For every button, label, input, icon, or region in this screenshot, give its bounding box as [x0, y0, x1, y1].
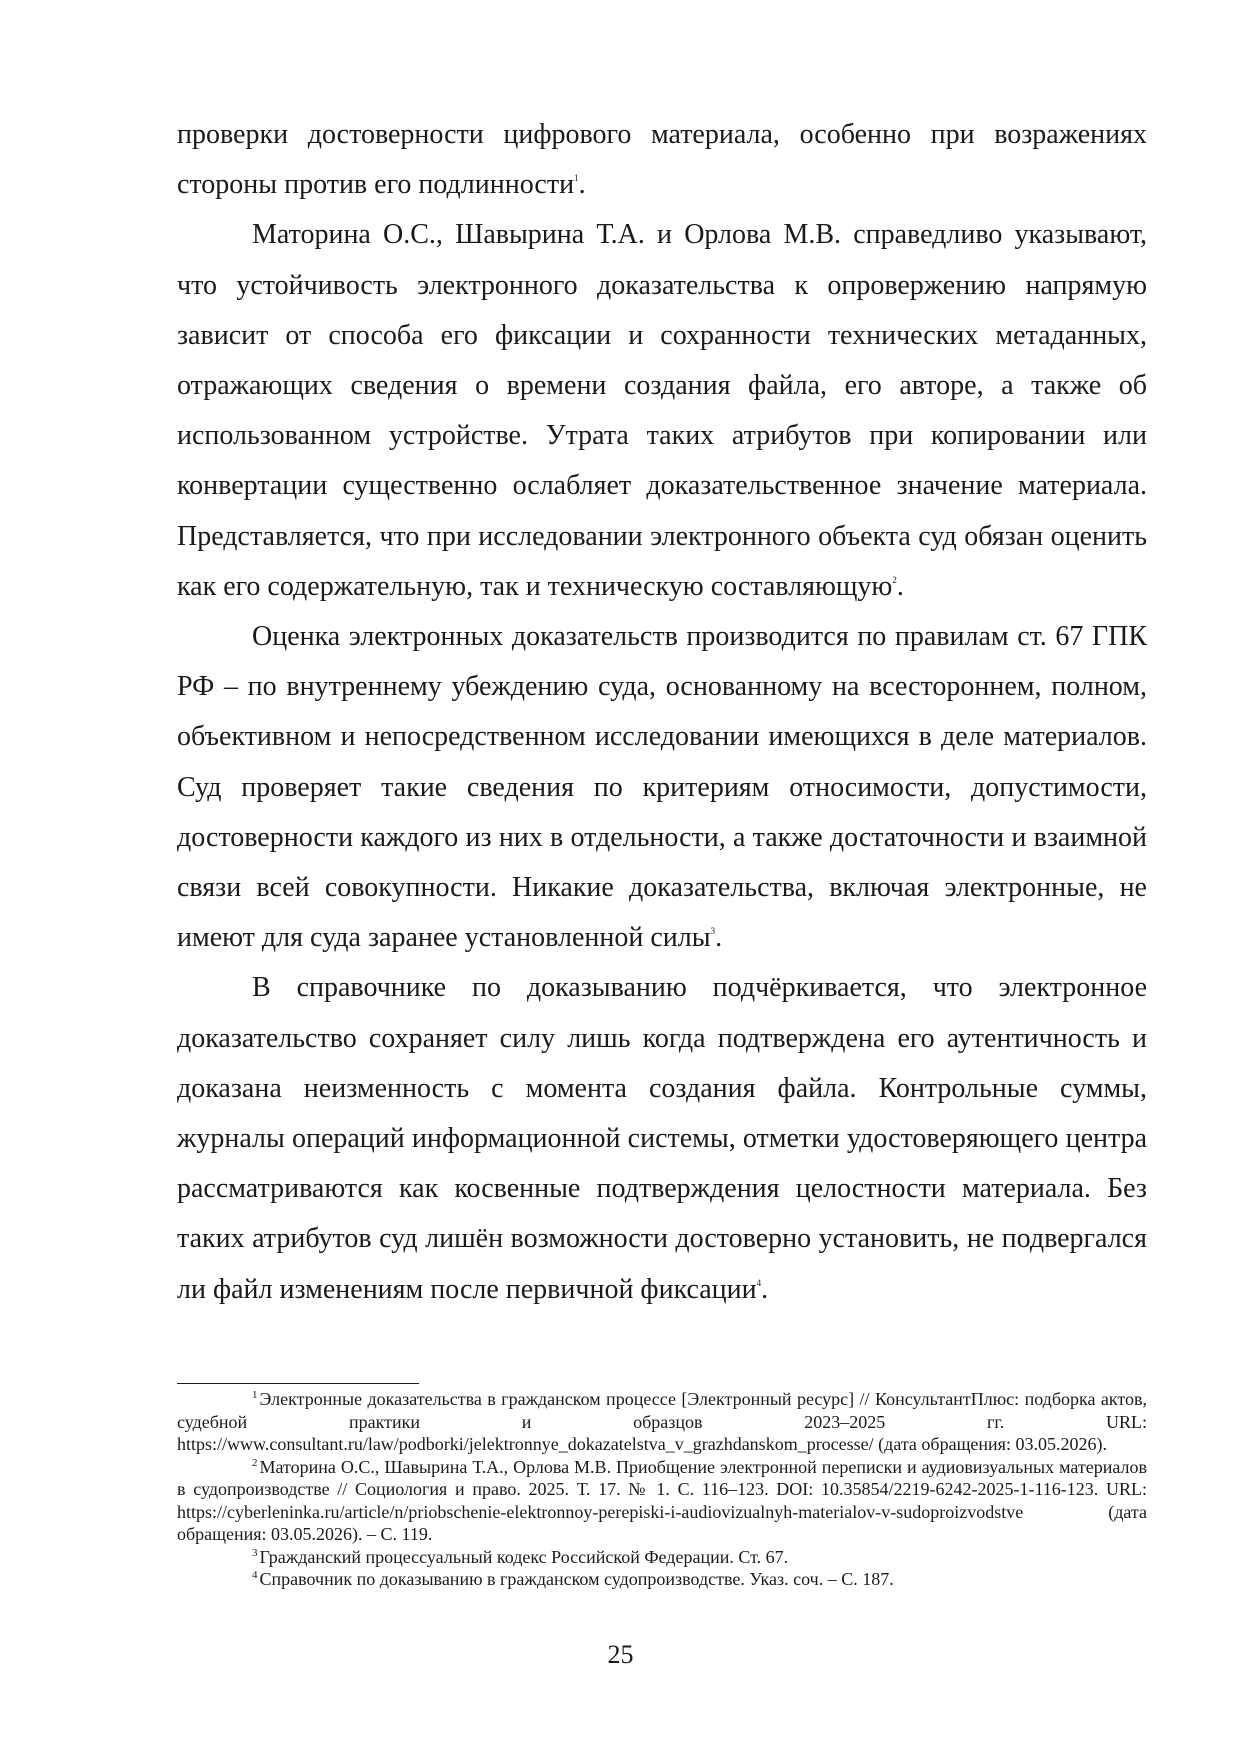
footnote: [177, 1546, 1147, 1569]
paragraph-continued: [177, 110, 1147, 210]
footnote-number: 1: [252, 1389, 258, 1401]
paragraph: [177, 963, 1147, 1314]
footnotes-section: [177, 1383, 1147, 1591]
footnote-number: 3: [252, 1546, 258, 1559]
main-text: [177, 110, 1147, 1315]
footnote: [177, 1456, 1147, 1546]
footnote-reference: 3: [710, 926, 716, 937]
paragraph-end: .: [578, 169, 586, 201]
footnote-reference: 2: [892, 574, 897, 585]
footnote-text: Маторина О.С., Шавырина Т.А., Орлова М.В. Приобщение электронной переписки и аудиовизуальных материалов в судопроизводстве // Социология и право. 2025. Т. 17. № 1. С. 116–123. DOI: 10.35854/2219-6242-2025-1-116-123. URL: https://cyberleninka.ru/article/n/priobschenie-elektronnoy-perepiski-i-audiovizualnyh-materialov-v-sudoproizvodstve (дата обращения: 03.05.2026). – С. 119.: [177, 1456, 1147, 1544]
paragraph-text: проверки достоверности цифрового материала, особенно при возражениях стороны против его подлинности: [177, 119, 1147, 201]
paragraph-end: .: [896, 570, 904, 602]
paragraph-end: .: [715, 922, 723, 954]
paragraph-text: В справочнике по доказыванию подчёркивается, что электронное доказательство сохраняет силу лишь когда подтверждена его аутентичность и доказана неизменность с момента создания файла. Контрольные суммы, журналы операций информационной системы, отметки удостоверяющего центра рассматриваются как косвенные подтверждения целостности материала. Без таких атрибутов суд лишён возможности достоверно установить, не подвергался ли файл изменениям после первичной фиксации: [177, 972, 1147, 1305]
page-number: 25: [607, 1640, 634, 1669]
footnote-reference: 4: [756, 1277, 762, 1288]
footnote-text: Справочник по доказыванию в гражданском судопроизводстве. Указ. соч. – С. 187.: [259, 1569, 894, 1589]
footnote: [177, 1568, 1147, 1591]
footnote-text: Электронные доказательства в гражданском процессе [Электронный ресурс] // КонсультантПлюс: подборка актов, судебной практики и образцов 2023–2025 гг. URL: https://www.consultant.ru/law/podborki/jelektronnye_dokazatelstva_v_grazhdanskom_processe/ (дата обращения: 03.05.2026).: [177, 1389, 1147, 1454]
paragraph-end: .: [761, 1273, 769, 1305]
footnote-separator: [177, 1383, 419, 1384]
footnote-text: Гражданский процессуальный кодекс Российской Федерации. Ст. 67.: [259, 1546, 789, 1567]
paragraph: [177, 210, 1147, 612]
footnote-number: 2: [252, 1456, 258, 1469]
footnote: [177, 1388, 1147, 1456]
paragraph: [177, 612, 1147, 963]
page-body: [177, 110, 1147, 1315]
footnote-number: 4: [252, 1569, 258, 1581]
footnote-reference: 1: [574, 173, 579, 184]
paragraph-text: Маторина О.С., Шавырина Т.А. и Орлова М.В. справедливо указывают, что устойчивость электронного доказательства к опровержению напрямую зависит от способа его фиксации и сохранности технических метаданных, отражающих сведения о времени создания файла, его авторе, а также об использованном устройстве. Утрата таких атрибутов при копировании или конвертации существенно ослабляет доказательственное значение материала. Представляется, что при исследовании электронного объекта суд обязан оценить как его содержательную, так и техническую составляющую: [177, 219, 1147, 602]
paragraph-text: Оценка электронных доказательств производится по правилам ст. 67 ГПК РФ – по внутреннему убеждению суда, основанному на всестороннем, полном, объективном и непосредственном исследовании имеющихся в деле материалов. Суд проверяет такие сведения по критериям относимости, допустимости, достоверности каждого из них в отдельности, а также достаточности и взаимной связи всей совокупности. Никакие доказательства, включая электронные, не имеют для суда заранее установленной силы: [177, 621, 1147, 954]
